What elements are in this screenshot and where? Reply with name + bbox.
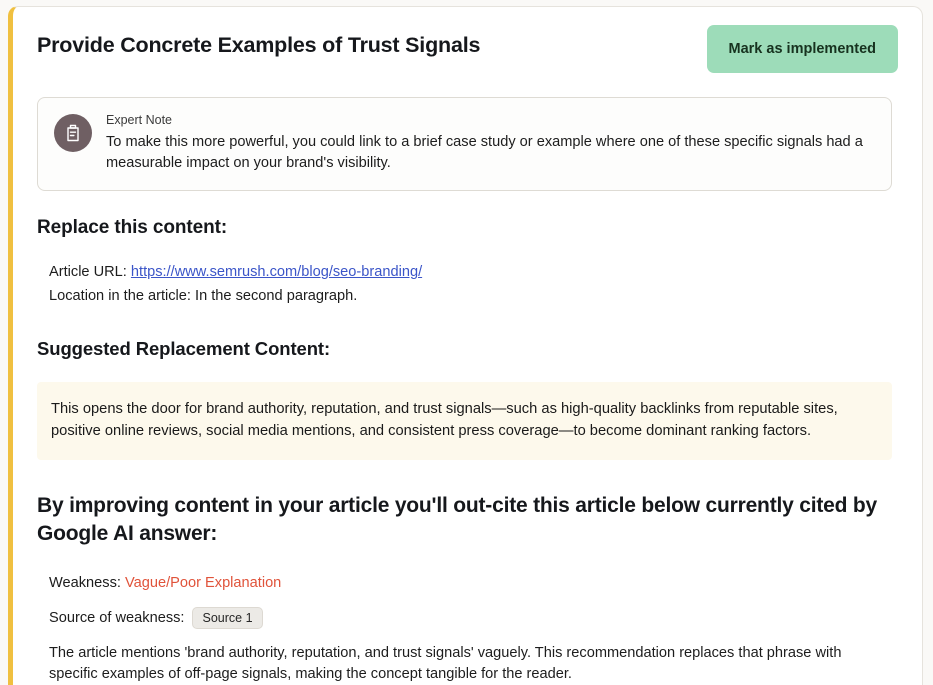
article-location-label: Location in the article:: [49, 287, 191, 304]
outcite-section-heading: By improving content in your article you'll out-cite this article below currently cited by Google AI answer:: [37, 494, 877, 546]
suggested-replacement-text: This opens the door for brand authority, reputation, and trust signals—such as high-quality backlinks from reputable sites, positive online reviews, social media mentions, and consistent press coverage—to become dominant ranking factors.: [51, 401, 838, 440]
source-of-weakness-label: Source of weakness:: [49, 609, 185, 626]
article-url-label: Article URL:: [49, 264, 127, 281]
source-chip[interactable]: Source 1: [192, 607, 262, 629]
card-header: [31, 25, 898, 73]
article-location-value: In the second paragraph.: [195, 287, 358, 304]
article-url-link[interactable]: https://www.semrush.com/blog/seo-branding/: [130, 264, 423, 281]
suggested-section-heading: Suggested Replacement Content:: [37, 338, 331, 359]
recommendation-card: [8, 6, 923, 685]
weakness-value: Vague/Poor Explanation: [124, 574, 282, 591]
source-of-weakness-row: [49, 607, 898, 629]
replace-section-heading: Replace this content:: [37, 217, 228, 239]
expert-note-label: Expert Note: [106, 113, 173, 127]
weakness-row: [49, 573, 898, 595]
mark-as-implemented-button[interactable]: Mark as implemented: [707, 25, 898, 73]
page-title: Provide Concrete Examples of Trust Signals: [37, 33, 481, 57]
article-location-row: [49, 285, 898, 308]
expert-note-body: [106, 112, 875, 174]
weakness-explanation: The article mentions 'brand authority, reputation, and trust signals' vaguely. This recommendation replaces that phrase with specific examples of off-page signals, making the concept tangible for the reader.: [49, 644, 842, 682]
clipboard-note-icon: [54, 114, 92, 152]
weakness-label: Weakness:: [49, 574, 121, 591]
expert-note-text: To make this more powerful, you could link to a brief case study or example where one of these specific signals had a measurable impact on your brand's visibility.: [106, 134, 863, 172]
expert-note: [37, 97, 892, 191]
suggested-replacement-box: [37, 382, 892, 460]
article-url-row: [49, 261, 898, 284]
